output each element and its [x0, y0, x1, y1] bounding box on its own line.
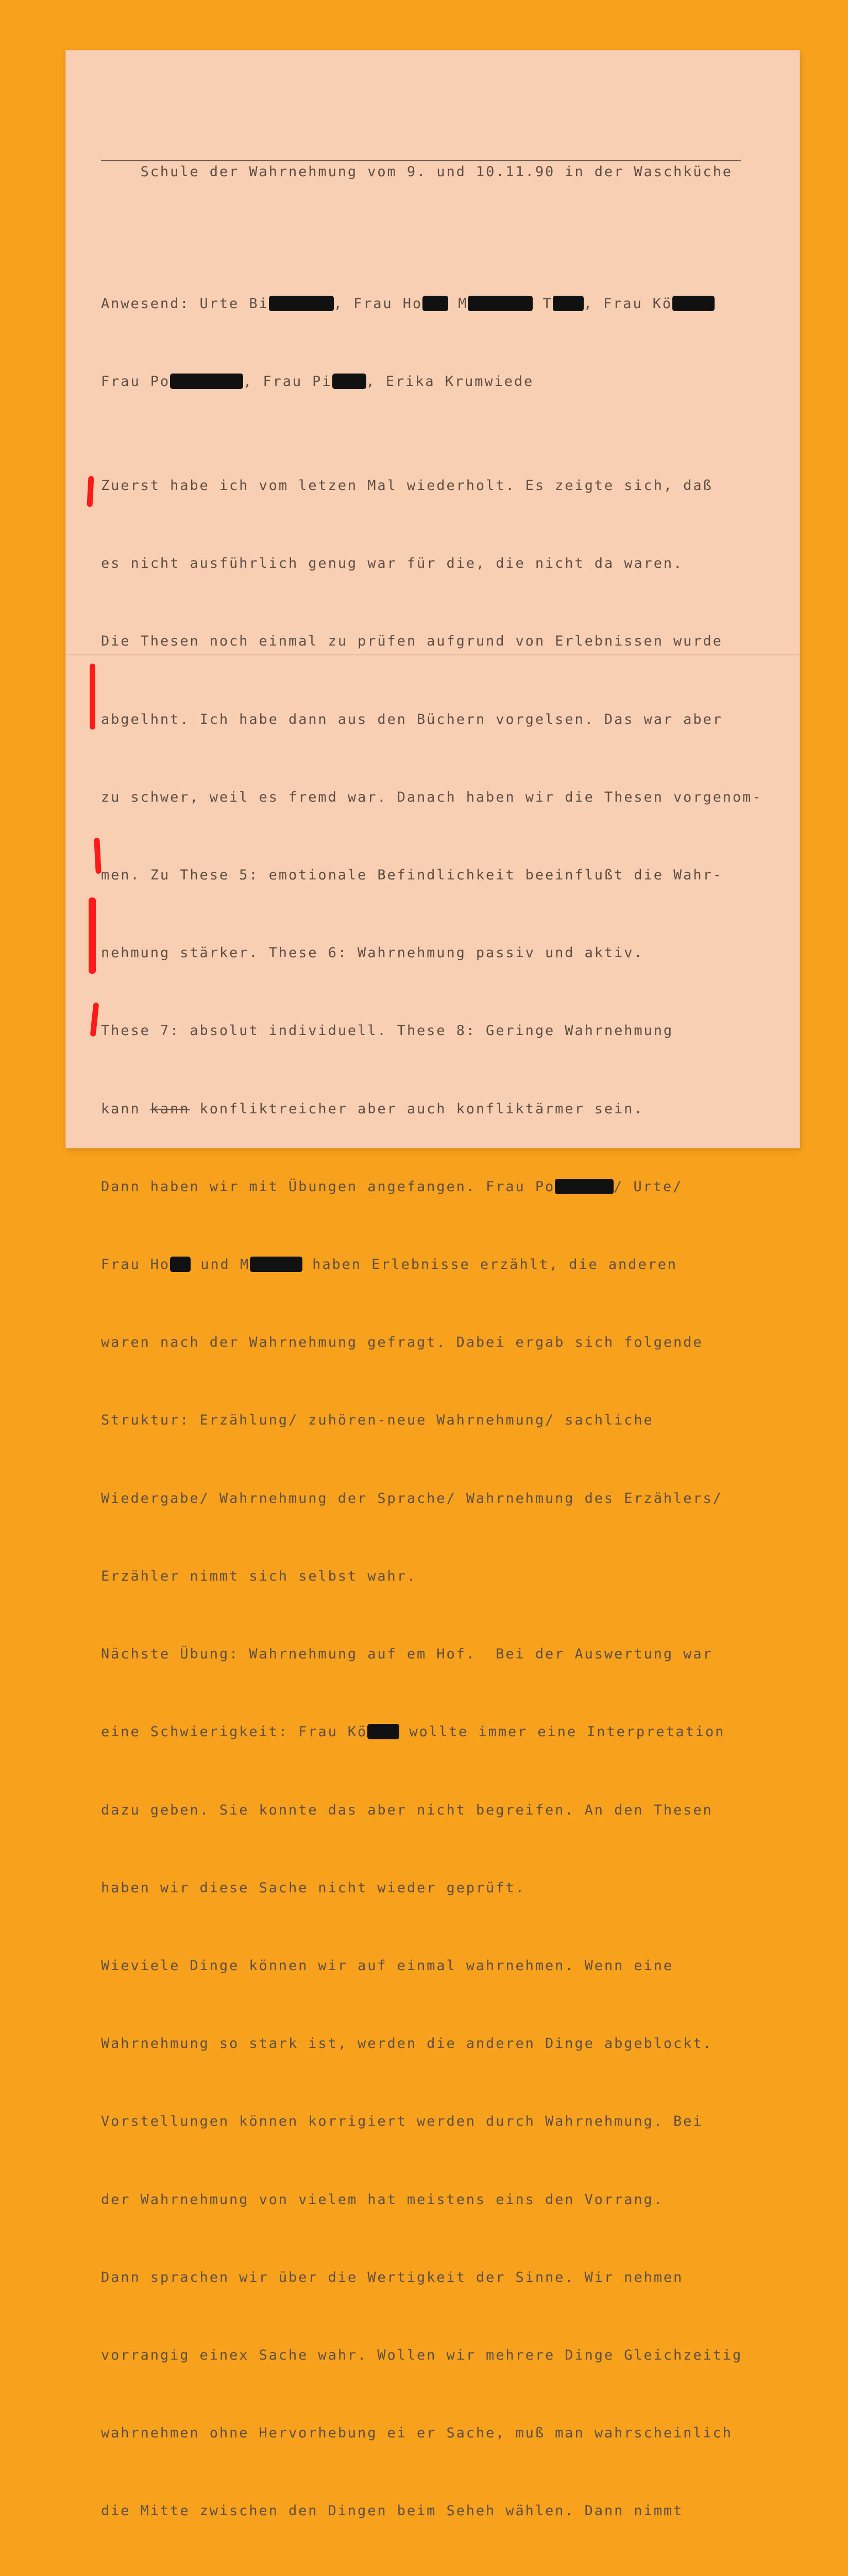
redaction-bar [250, 1257, 302, 1272]
redaction-bar [553, 296, 584, 311]
text-line: men. Zu These 5: emotionale Befindlichkeit beeinflußt die Wahr- [101, 867, 723, 884]
redaction-bar [170, 374, 243, 389]
redaction-bar [332, 374, 366, 389]
text-line: Wiedergabe/ Wahrnehmung der Sprache/ Wahrnehmung des Erzählers/ [101, 1490, 723, 1506]
text-line: Nächste Übung: Wahrnehmung auf em Hof. Bei der Auswertung war [101, 1646, 713, 1663]
attendance-line: Frau Po , Frau Pi , Erika Krumwiede [101, 374, 534, 390]
document-title: Schule der Wahrnehmung vom 9. und 10.11.90 in der Waschküche [140, 164, 733, 180]
redaction-bar [555, 1179, 614, 1194]
redaction-bar [422, 296, 448, 311]
text-line: nehmung stärker. These 6: Wahrnehmung passiv und aktiv. [101, 945, 644, 961]
typed-document [101, 81, 762, 2576]
text-line: Vorstellungen können korrigiert werden durch Wahrnehmung. Bei [101, 2113, 703, 2130]
redaction-bar [672, 296, 715, 311]
struck-word: kann [150, 1100, 190, 1117]
text-line: waren nach der Wahrnehmung gefragt. Dabei ergab sich folgende [101, 1334, 703, 1351]
text-line: die Mitte zwischen den Dingen beim Seheh wählen. Dann nimmt [101, 2503, 684, 2519]
text-line: der Wahrnehmung von vielem hat meistens eins den Vorrang. [101, 2191, 664, 2208]
text-line: These 7: absolut individuell. These 8: Geringe Wahrnehmung [101, 1023, 674, 1039]
redaction-bar [170, 1257, 191, 1272]
text-line: Wahrnehmung so stark ist, werden die anderen Dinge abgeblockt. [101, 2036, 713, 2052]
text-line: es nicht ausführlich genug war für die, die nicht da waren. [101, 555, 684, 572]
text-line: abgelhnt. Ich habe dann aus den Büchern vorgelsen. Das war aber [101, 711, 723, 727]
text-line: haben wir diese Sache nicht wieder geprüft. [101, 1879, 525, 1896]
text-line: Erzähler nimmt sich selbst wahr. [101, 1568, 417, 1584]
text-line: kann kann konfliktreicher aber auch konfliktärmer sein. [101, 1100, 644, 1117]
text-line: Zuerst habe ich vom letzen Mal wiederholt. Es zeigte sich, daß [101, 478, 713, 494]
redaction-bar [269, 296, 334, 311]
attendance-line: Anwesend: Urte Bi , Frau Ho M T , Frau Kö [101, 291, 762, 317]
text-line: Struktur: Erzählung/ zuhören-neue Wahrnehmung/ sachliche [101, 1412, 654, 1429]
title-rule [101, 160, 741, 161]
margin-mark [89, 897, 96, 974]
text-line: Wieviele Dinge können wir auf einmal wahrnehmen. Wenn eine [101, 1957, 674, 1974]
text-line: Dann sprachen wir über die Wertigkeit der Sinne. Wir nehmen [101, 2269, 684, 2285]
text-line: Dann haben wir mit Übungen angefangen. Frau Po / Urte/ [101, 1178, 683, 1195]
text-line: eine Schwierigkeit: Frau Kö wollte immer eine Interpretation [101, 1724, 725, 1740]
redaction-bar [468, 296, 533, 311]
text-line: wahrnehmen ohne Hervorhebung ei er Sache, muß man wahrscheinlich [101, 2425, 733, 2442]
text-line: vorrangig einex Sache wahr. Wollen wir mehrere Dinge Gleichzeitig [101, 2347, 743, 2363]
text-line: dazu geben. Sie konnte das aber nicht begreifen. An den Thesen [101, 1802, 713, 1818]
text-line: Die Thesen noch einmal zu prüfen aufgrund von Erlebnissen wurde [101, 633, 723, 650]
text-line: zu schwer, weil es fremd war. Danach haben wir die Thesen vorgenom- [101, 789, 762, 805]
margin-mark [90, 664, 95, 730]
text-line: Frau Ho und M haben Erlebnisse erzählt, die anderen [101, 1257, 677, 1273]
redaction-bar [367, 1724, 399, 1739]
